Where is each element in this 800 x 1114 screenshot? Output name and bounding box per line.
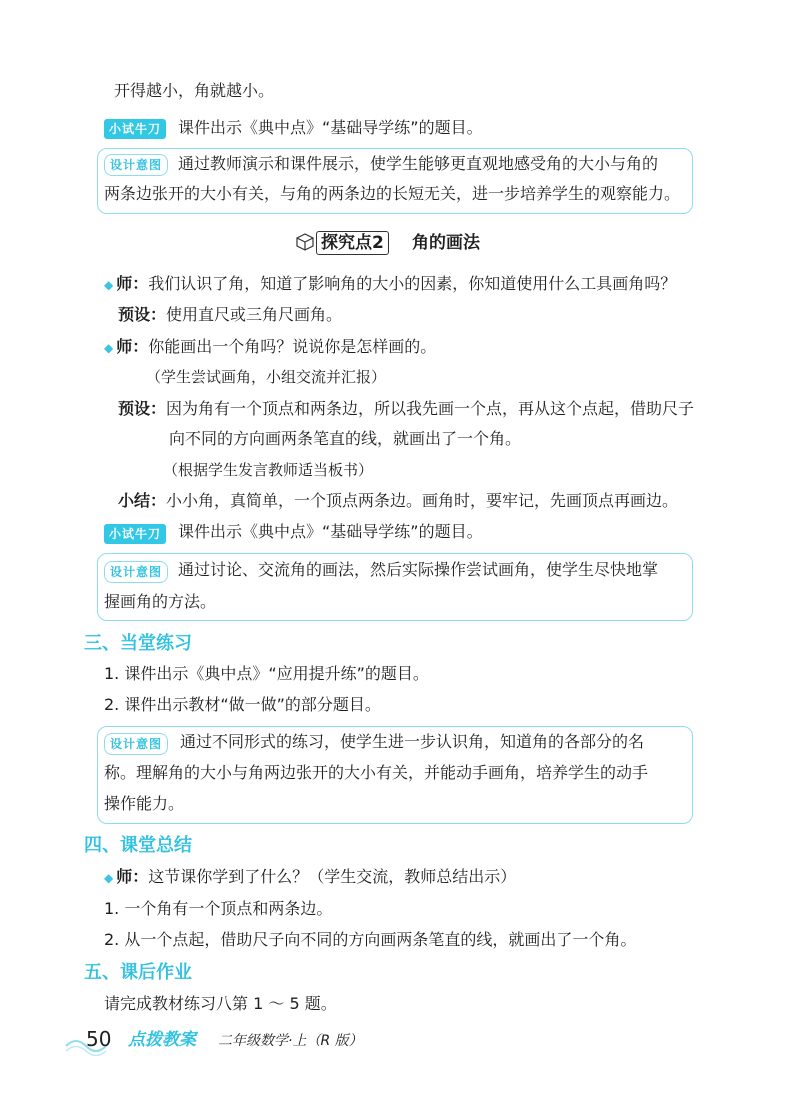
book-subtitle: 二年级数学·上（R 版） (218, 1033, 363, 1049)
text-line: 课件出示《典中点》“基础导学练”的题目。 (178, 118, 483, 137)
page-number: 50 (86, 1027, 112, 1051)
text-line: 握画角的方法。 (104, 592, 217, 611)
text-line: 通过不同形式的练习，使学生进一步认识角，知道角的各部分的名 (180, 732, 645, 751)
bullet-icon: ◆ (104, 341, 114, 355)
speaker: 预设： (118, 399, 167, 418)
dialogue-line (104, 273, 676, 296)
cube-icon (296, 233, 314, 251)
dialogue-line (118, 304, 342, 326)
text: 因为角有一个顶点和两条边，所以我先画一个点，再从这个点起，借助尺子 (166, 399, 695, 418)
text-line: 请完成教材练习八第 1 ～ 5 题。 (104, 994, 337, 1013)
dialogue-line (118, 490, 678, 512)
speaker: 小结： (118, 491, 167, 510)
section-heading: 三、当堂练习 (84, 633, 192, 654)
text-line: 通过讨论、交流角的画法，然后实际操作尝试画角，使学生尽快地掌 (178, 560, 659, 579)
text: 小小角，真简单，一个顶点两条边。画角时，要牢记，先画顶点再画边。 (166, 491, 679, 510)
text-line: 两条边张开的大小有关，与角的两条边的长短无关，进一步培养学生的观察能力。 (104, 184, 681, 203)
dialogue-line (104, 336, 436, 359)
speaker: 预设： (118, 305, 167, 324)
text-line: 通过教师演示和课件展示，使学生能够更直观地感受角的大小与角的 (178, 154, 659, 173)
text: 你能画出一个角吗？说说你是怎样画的。 (148, 337, 437, 356)
bullet-icon: ◆ (104, 871, 114, 885)
section-heading: 五、课后作业 (84, 962, 192, 983)
list-item: 2. 从一个点起，借助尺子向不同的方向画两条笔直的线，就画出了一个角。 (104, 930, 637, 949)
text: 使用直尺或三角尺画角。 (166, 305, 343, 324)
design-tag: 设计意图 (104, 733, 168, 755)
try-tag: 小试牛刀 (104, 524, 166, 544)
list-item: 1. 课件出示《典中点》“应用提升练”的题目。 (104, 664, 429, 683)
speaker: 师： (116, 337, 149, 356)
design-tag: 设计意图 (104, 154, 168, 176)
list-item: 2. 课件出示教材“做一做”的部分题目。 (104, 695, 381, 714)
brand-logo: 点拨教案 (128, 1030, 196, 1050)
text-line: 操作能力。 (104, 794, 185, 813)
text: 这节课你学到了什么？（学生交流，教师总结出示） (148, 867, 517, 886)
explore-label: 探究点2 (316, 231, 389, 255)
explore-title: 角的画法 (412, 233, 480, 253)
note: （学生尝试画角，小组交流并汇报） (146, 368, 387, 386)
dialogue-line (104, 866, 516, 889)
section-heading: 四、课堂总结 (84, 835, 192, 856)
text-line: 开得越小，角就越小。 (114, 81, 275, 100)
list-item: 1. 一个角有一个顶点和两条边。 (104, 899, 333, 918)
text-line: 向不同的方向画两条笔直的线，就画出了一个角。 (169, 429, 522, 448)
try-tag: 小试牛刀 (104, 119, 166, 139)
dialogue-line (118, 398, 694, 420)
speaker: 师： (116, 867, 149, 886)
note: （根据学生发言教师适当板书） (163, 461, 374, 479)
speaker: 师： (116, 274, 149, 293)
text-line: 课件出示《典中点》“基础导学练”的题目。 (178, 522, 483, 541)
text: 我们认识了角，知道了影响角的大小的因素，你知道使用什么工具画角吗？ (148, 274, 677, 293)
design-tag: 设计意图 (104, 561, 168, 583)
bullet-icon: ◆ (104, 278, 114, 292)
text-line: 称。理解角的大小与角两边张开的大小有关，并能动手画角，培养学生的动手 (104, 763, 649, 782)
